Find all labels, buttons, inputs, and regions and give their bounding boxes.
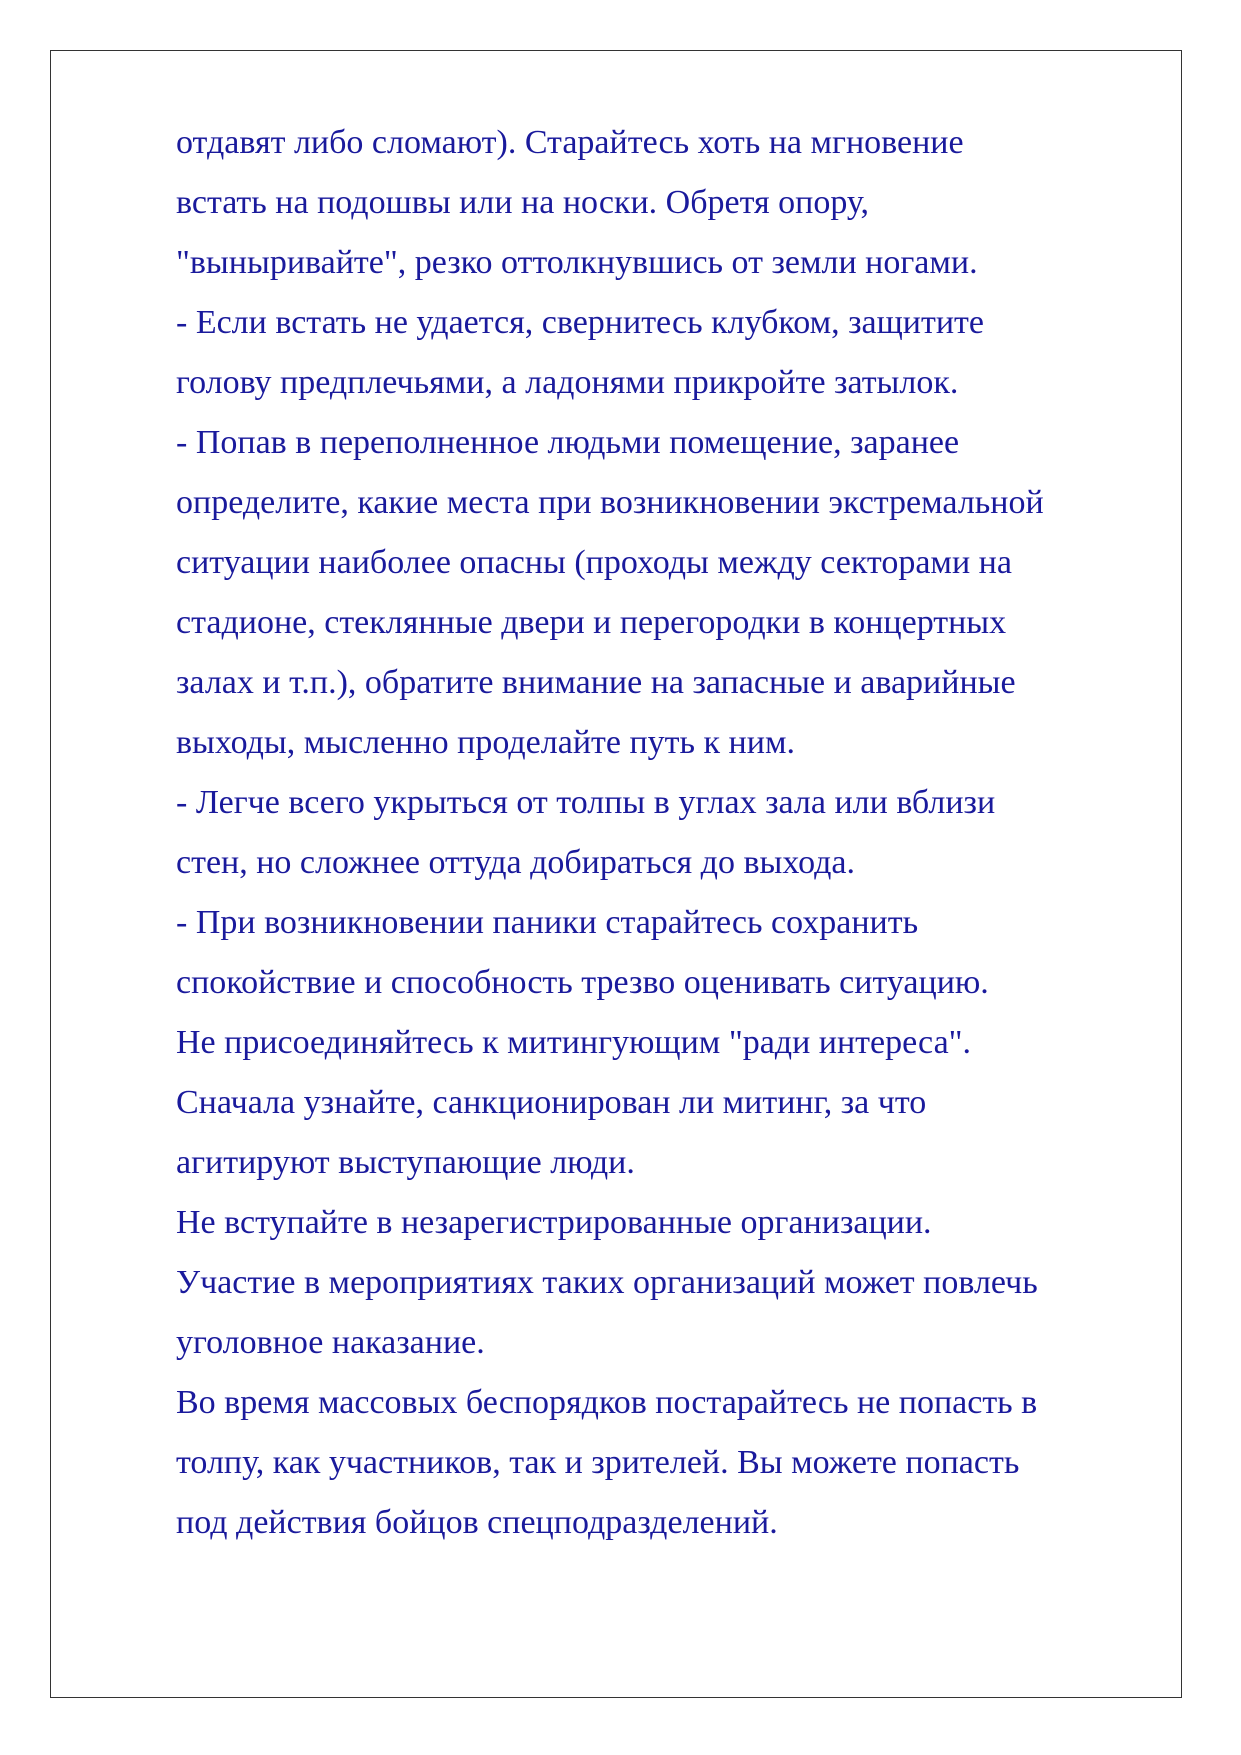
text-line: стен, но сложнее оттуда добираться до выхода. [176, 844, 855, 881]
text-line: залах и т.п.), обратите внимание на запасные и аварийные [176, 664, 1016, 701]
text-line: "выныривайте", резко оттолкнувшись от земли ногами. [176, 244, 978, 281]
text-line: голову предплечьями, а ладонями прикройте затылок. [176, 364, 959, 401]
text-line: под действия бойцов спецподразделений. [176, 1504, 778, 1541]
text-line: - Если встать не удается, свернитесь клубком, защитите [176, 304, 984, 341]
text-line: ситуации наиболее опасны (проходы между секторами на [176, 544, 1012, 581]
text-line: Во время массовых беспорядков постарайтесь не попасть в [176, 1384, 1038, 1421]
text-line: отдавят либо сломают). Старайтесь хоть на мгновение [176, 124, 964, 161]
text-line: встать на подошвы или на носки. Обретя опору, [176, 184, 869, 221]
text-line: агитируют выступающие люди. [176, 1144, 635, 1181]
text-line: стадионе, стеклянные двери и перегородки в концертных [176, 604, 1007, 641]
text-line: - При возникновении паники старайтесь сохранить [176, 904, 919, 941]
text-line: уголовное наказание. [176, 1324, 485, 1361]
text-line: - Попав в переполненное людьми помещение, заранее [176, 424, 960, 461]
document-text [176, 113, 1156, 1553]
text-line: определите, какие места при возникновении экстремальной [176, 484, 1044, 521]
text-line: толпу, как участников, так и зрителей. Вы можете попасть [176, 1444, 1020, 1481]
text-line: Не присоединяйтесь к митингующим "ради интереса". [176, 1024, 972, 1061]
text-line: спокойствие и способность трезво оценивать ситуацию. [176, 964, 989, 1001]
text-line: Участие в мероприятиях таких организаций может повлечь [176, 1264, 1038, 1301]
text-line: Сначала узнайте, санкционирован ли митинг, за что [176, 1084, 927, 1121]
text-line: - Легче всего укрыться от толпы в углах зала или вблизи [176, 784, 996, 821]
text-line: Не вступайте в незарегистрированные организации. [176, 1204, 932, 1241]
text-line: выходы, мысленно проделайте путь к ним. [176, 724, 795, 761]
